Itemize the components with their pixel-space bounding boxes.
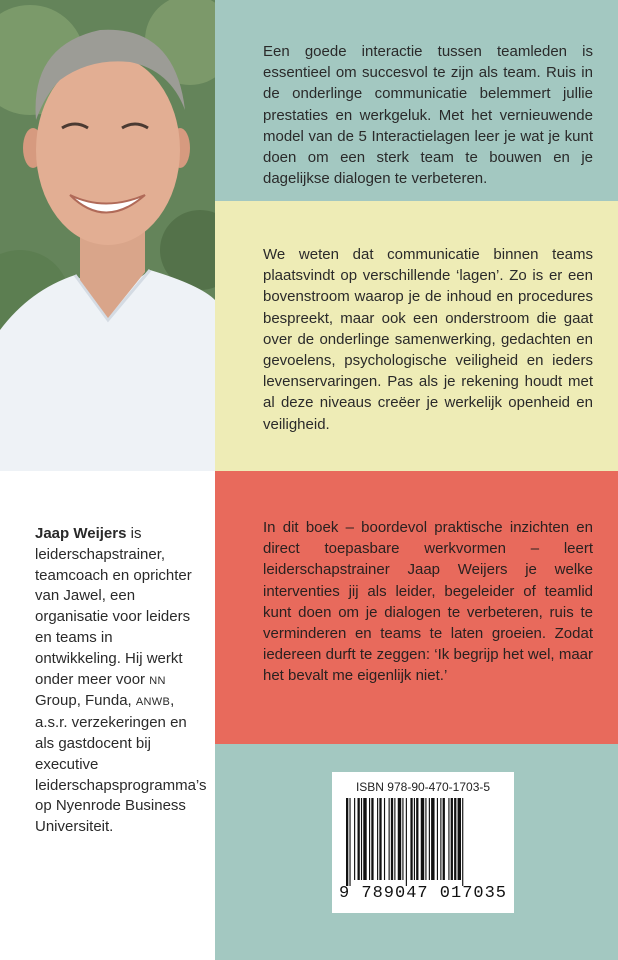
barcode-bar <box>414 798 415 880</box>
barcode-bar <box>371 798 373 880</box>
barcode-bar <box>448 798 449 880</box>
barcode-bar <box>384 798 385 880</box>
barcode-bar <box>391 798 393 880</box>
barcode-bar <box>354 798 355 880</box>
isbn-label: ISBN 978-90-470-1703-5 <box>355 780 491 794</box>
barcode-bar <box>440 798 441 880</box>
barcode-bar <box>389 798 390 880</box>
barcode-bar <box>451 798 453 880</box>
barcode-bar <box>416 798 418 880</box>
bio-text-3: , a.s.r. verzekeringen en als gastdocent bij executive leiderschapsprogramma’s op Nyenrode Business Universiteit. <box>35 692 207 836</box>
intro-panel <box>215 0 618 201</box>
bio-anwb: ANWB <box>135 696 171 709</box>
layers-text: We weten dat communicatie binnen teams plaatsvindt op verschillende ‘lagen’. Zo is er een bovenstroom waarop je de inhoud en procedures bespreekt, maar ook een onderstroom die gaat over de onderlinge samenwerking, gedachten en gevoelens, psychologische veiligheid en ieders levenservaringen. Pas als je rekening houdt met al deze niveaus creëer je werkelijk openheid en veiligheid. <box>263 246 593 433</box>
layers-panel <box>215 201 618 471</box>
barcode-bar <box>358 798 360 880</box>
barcode-bar <box>425 798 426 880</box>
barcode-bar <box>462 798 463 886</box>
author-photo <box>0 0 215 471</box>
barcode-bar <box>349 798 350 886</box>
book-text: In dit boek – boordevol praktische inzichten en direct toepasbare werkvormen – leert leiderschapstrainer Jaap Weijers je welke interventies jij als leider, begeleider of teamlid kunt doen om je dialogen te verbeteren, ruis te verminderen en teams te laten groeien. Zodat iedereen durft te zeggen: ‘Ik begrijp het wel, maar het bevalt me eigenlijk niet.’ <box>263 519 593 685</box>
barcode-bar <box>363 798 366 880</box>
barcode-bar <box>429 798 430 880</box>
barcode-bar <box>369 798 370 880</box>
barcode-bar <box>458 798 461 880</box>
barcode-bar <box>402 798 403 880</box>
author-name: Jaap Weijers <box>35 525 127 542</box>
barcode-bar <box>421 798 424 880</box>
barcode-bar <box>406 798 407 886</box>
bio-text-2: Group, Funda, <box>35 692 136 710</box>
barcode-bar <box>454 798 456 880</box>
author-bio <box>35 524 207 838</box>
barcode-bar <box>410 798 412 880</box>
barcode-bar <box>437 798 438 880</box>
barcode-bar <box>394 798 395 880</box>
bio-nn: NN <box>149 674 166 687</box>
barcode-bars <box>346 798 500 886</box>
book-panel <box>215 471 618 744</box>
barcode-bar <box>377 798 378 880</box>
isbn-digits: 9 789047 017035 <box>338 884 508 903</box>
barcode-bar <box>361 798 362 880</box>
barcode-bar <box>346 798 348 886</box>
barcode-bar <box>443 798 445 880</box>
barcode-bar <box>431 798 434 880</box>
barcode-bar <box>379 798 381 880</box>
isbn-barcode <box>332 772 514 913</box>
barcode-bar <box>398 798 401 880</box>
intro-text: Een goede interactie tussen teamleden is essentieel om succesvol te zijn als team. Ruis in de onderlinge communicatie belemmert jullie prestaties en werkgeluk. Met het vernieuwende model van de 5 Interactielagen leer je wat je kunt doen om een sterk team te bouwen en je dagelijkse dialogen te verbeteren. <box>263 43 593 188</box>
bio-text-1: is leiderschapstrainer, teamcoach en oprichter van Jawel, een organisatie voor leiders en teams in ontwikkeling. Hij werkt onder meer voor <box>35 525 192 688</box>
